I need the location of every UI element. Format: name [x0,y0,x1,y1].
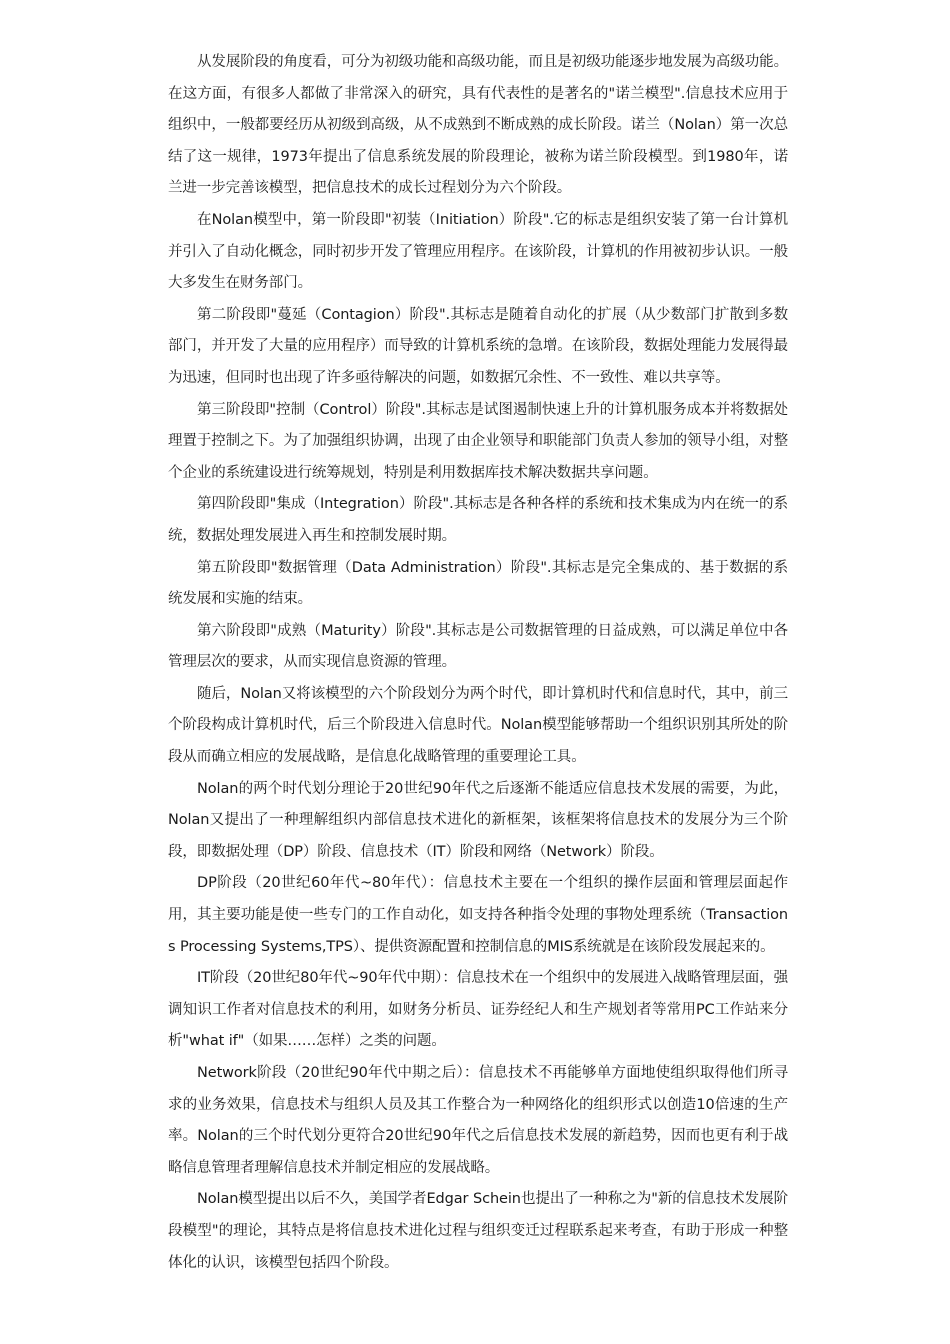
paragraph-nolan-intro: 从发展阶段的角度看，可分为初级功能和高级功能，而且是初级功能逐步地发展为高级功能。在这方面，有很多人都做了非常深入的研究，具有代表性的是著名的"诺兰模型".信息技术应用于组织中，一般都要经历从初级到高级，从不成熟到不断成熟的成长阶段。诺兰（Nolan）第一次总结了这一规律，1973年提出了信息系统发展的阶段理论，被称为诺兰阶段模型。到1980年，诺兰进一步完善该模型，把信息技术的成长过程划分为六个阶段。 [168,54,788,197]
paragraph-schein-model: Nolan模型提出以后不久，美国学者Edgar Schein也提出了一种称之为"新的信息技术发展阶段模型"的理论，其特点是将信息技术进化过程与组织变迁过程联系起来考查，有助于形成一种整体化的认识，该模型包括四个阶段。 [168,1191,788,1271]
paragraph-stage-3-control: 第三阶段即"控制（Control）阶段".其标志是试图遏制快速上升的计算机服务成本并将数据处理置于控制之下。为了加强组织协调，出现了由企业领导和职能部门负责人参加的领导小组，对整个企业的系统建设进行统筹规划，特别是利用数据库技术解决数据共享问题。 [168,401,788,481]
paragraph-stage-1-initiation: 在Nolan模型中，第一阶段即"初装（Initiation）阶段".它的标志是组织安装了第一台计算机并引入了自动化概念，同时初步开发了管理应用程序。在该阶段，计算机的作用被初步认识。一般大多发生在财务部门。 [168,211,788,292]
paragraph-stage-4-integration: 第四阶段即"集成（Integration）阶段".其标志是各种各样的系统和技术集成为内在统一的系统，数据处理发展进入再生和控制发展时期。 [168,496,788,544]
paragraph-network-stage: Network阶段（20世纪90年代中期之后）：信息技术不再能够单方面地使组织取得他们所寻求的业务效果，信息技术与组织人员及其工作整合为一种网络化的组织形式以创造10倍速的生产率。Nolan的三个时代划分更符合20世纪90年代之后信息技术发展的新趋势，因而也更有利于战略信息管理者理解信息技术并制定相应的发展战略。 [168,1065,788,1176]
paragraph-new-framework: Nolan的两个时代划分理论于20世纪90年代之后逐渐不能适应信息技术发展的需要，为此，Nolan又提出了一种理解组织内部信息技术进化的新框架，该框架将信息技术的发展分为三个阶段，即数据处理（DP）阶段、信息技术（IT）阶段和网络（Network）阶段。 [168,780,788,860]
paragraph-two-eras: 随后，Nolan又将该模型的六个阶段划分为两个时代，即计算机时代和信息时代，其中，前三个阶段构成计算机时代，后三个阶段进入信息时代。Nolan模型能够帮助一个组织识别其所处的阶段从而确立相应的发展战略，是信息化战略管理的重要理论工具。 [168,685,788,766]
paragraph-stage-2-contagion: 第二阶段即"蔓延（Contagion）阶段".其标志是随着自动化的扩展（从少数部门扩散到多数部门，并开发了大量的应用程序）而导致的计算机系统的急增。在该阶段，数据处理能力发展得最为迅速，但同时也出现了许多亟待解决的问题，如数据冗余性、不一致性、难以共享等。 [168,306,788,386]
document-page [168,47,788,1279]
paragraph-it-stage: IT阶段（20世纪80年代~90年代中期）：信息技术在一个组织中的发展进入战略管理层面，强调知识工作者对信息技术的利用，如财务分析员、证券经纪人和生产规划者等常用PC工作站来分析"what if"（如果……怎样）之类的问题。 [168,970,788,1050]
paragraph-stage-5-data-administration: 第五阶段即"数据管理（Data Administration）阶段".其标志是完全集成的、基于数据的系统发展和实施的结束。 [168,559,788,608]
paragraph-stage-6-maturity: 第六阶段即"成熟（Maturity）阶段".其标志是公司数据管理的日益成熟，可以满足单位中各管理层次的要求，从而实现信息资源的管理。 [168,622,788,671]
paragraph-dp-stage: DP阶段（20世纪60年代~80年代）：信息技术主要在一个组织的操作层面和管理层面起作用，其主要功能是使一些专门的工作自动化，如支持各种指令处理的事物处理系统（Transactions Processing Systems,TPS）、提供资源配置和控制信息的MIS系统就是在该阶段发展起来的。 [168,875,788,955]
